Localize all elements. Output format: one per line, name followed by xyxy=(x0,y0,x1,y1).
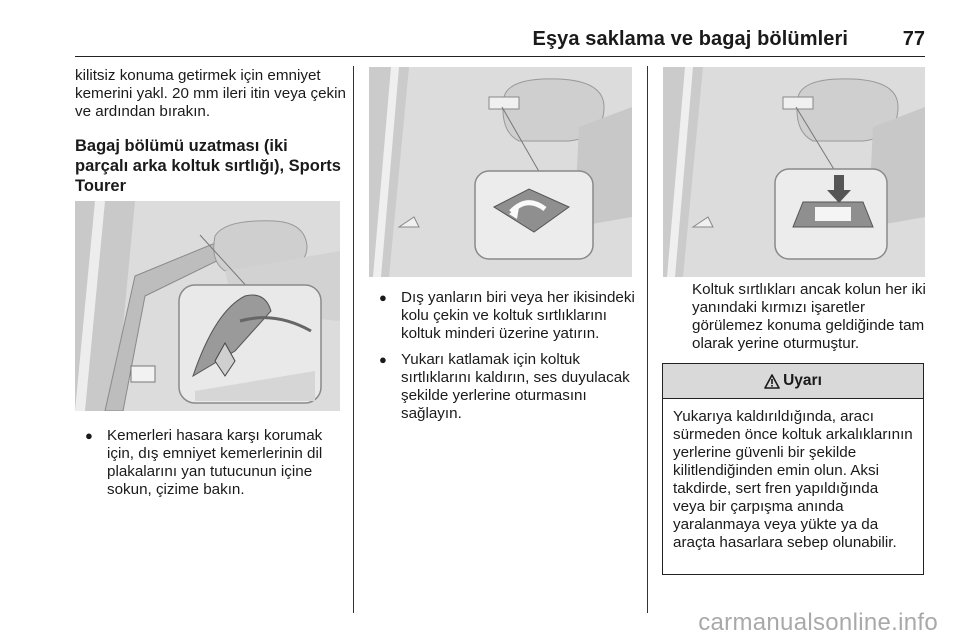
figure-seat-belt-holder xyxy=(75,201,340,411)
heading-line: parçalı arka koltuk sırtlığı), Sports xyxy=(75,157,341,175)
section-title: Eşya saklama ve bagaj bölümleri xyxy=(532,28,848,50)
warning-triangle-icon xyxy=(764,374,780,389)
illustration-seatbelt xyxy=(75,201,340,411)
warning-box xyxy=(662,363,924,575)
heading-line: Tourer xyxy=(75,177,127,195)
bullet-icon: ● xyxy=(379,352,387,367)
header-divider xyxy=(75,56,925,57)
figure-caption: Koltuk sırtlıkları ancak kolun her iki yanındaki kırmızı işaretler görülemez konuma geldiğinde tam olarak yerine oturmuştur. xyxy=(692,281,926,352)
illustration-release-lever xyxy=(369,67,632,277)
warning-title: Uyarı xyxy=(783,372,822,389)
watermark: carmanualsonline.info xyxy=(698,609,938,636)
column-divider-2 xyxy=(647,66,648,613)
bullet-list xyxy=(369,289,637,431)
list-item-text: Yukarı katlamak için koltuk sırtlıklarını kaldırın, ses duyulacak şekilde yerlerine oturmasını sağlayın. xyxy=(401,351,630,422)
list-item-text: Kemerleri hasara karşı korumak için, dış emniyet kemerlerinin dil plakalarını yan tutucunun içine sokun, çizime bakın. xyxy=(107,427,323,498)
list-item-text: Dış yanların biri veya her ikisindeki kolu çekin ve koltuk sırtlıklarını koltuk minderi üzerine yatırın. xyxy=(401,289,635,342)
column-divider-1 xyxy=(353,66,354,613)
section-heading xyxy=(75,136,347,196)
list-item xyxy=(369,351,637,423)
bullet-icon: ● xyxy=(379,290,387,305)
figure-seat-release-lever xyxy=(369,67,632,277)
bullet-icon: ● xyxy=(85,428,93,443)
warning-header xyxy=(663,364,923,399)
figure-seat-lock-indicator xyxy=(663,67,925,277)
warning-text: Yukarıya kaldırıldığında, aracı sürmeden önce koltuk arkalıklarının yerlerine güvenli bir şekilde kilitlendiğinden emin olun. Aksi takdirde, sert fren yapıldığında veya bir çarpışma anında yaralanmaya veya yükte ya da araçta hasarlara sebep olunabilir. xyxy=(673,408,913,551)
bullet-list xyxy=(75,427,343,507)
heading-line: Bagaj bölümü uzatması (iki xyxy=(75,137,288,155)
intro-paragraph: kilitsiz konuma getirmek için emniyet kemerini yakl. 20 mm ileri itin veya çekin ve ardından bırakın. xyxy=(75,67,346,120)
page-number: 77 xyxy=(902,28,925,50)
list-item xyxy=(369,289,637,343)
list-item xyxy=(75,427,343,499)
illustration-lock-indicator xyxy=(663,67,925,277)
